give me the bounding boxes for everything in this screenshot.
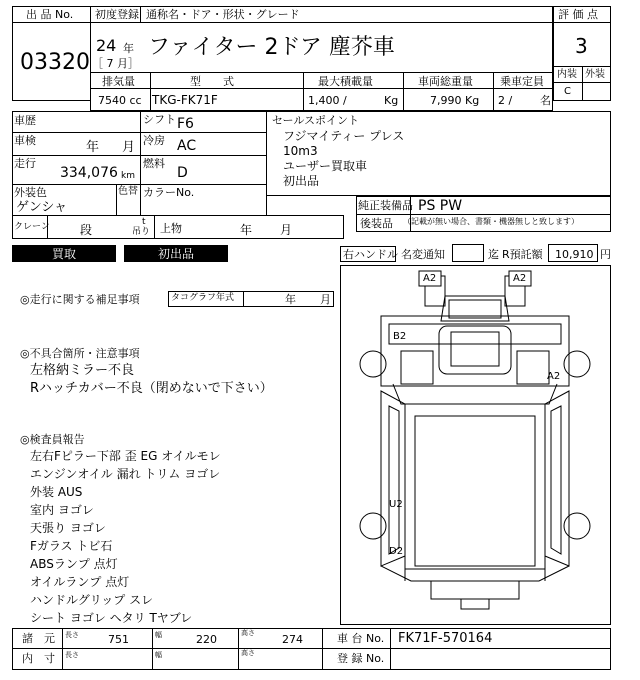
- inspector-8: オイルランプ 点灯: [30, 575, 130, 589]
- year-unit: 年: [123, 42, 134, 55]
- footer-dims: [12, 628, 611, 670]
- color-value: ゲンシャ: [16, 200, 68, 215]
- inspector-7: ABSランプ 点灯: [30, 557, 118, 571]
- mark-u2: U2: [389, 499, 403, 510]
- defect-title: ◎不具合箇所・注意事項: [20, 347, 140, 360]
- length-label: 長さ: [65, 631, 79, 639]
- mileage-label: 走行: [14, 157, 36, 170]
- tacho-year: 年: [285, 293, 296, 306]
- r-reading-value: 10,910: [555, 248, 594, 261]
- mark-b2: B2: [393, 331, 407, 342]
- inspector-title: ◎検査員報告: [20, 433, 85, 446]
- mark-a2-left-mirror: A2: [423, 273, 437, 284]
- color-no-label: 色替: [118, 186, 138, 197]
- ac-value: AC: [177, 138, 197, 154]
- exterior-label: 外装: [585, 69, 605, 80]
- inspector-6: Fガラス トビ石: [30, 539, 113, 553]
- inspector-5: 天張り ヨゴレ: [30, 521, 106, 535]
- fuel-value: D: [177, 165, 188, 181]
- capacity-value: 2 /: [498, 94, 513, 107]
- inspection-month: 月: [122, 140, 136, 155]
- lot-number: 03320: [20, 50, 90, 75]
- displacement-label: 排気量: [102, 75, 135, 88]
- inspector-1: 左右Fピラー下部 歪 EG オイルモレ: [30, 449, 221, 463]
- inspector-2: エンジンオイル 漏れ トリム ヨゴレ: [30, 467, 221, 481]
- crane-label: クレーン: [14, 222, 50, 232]
- rhd-label: 右ハンドル: [343, 248, 398, 261]
- interior-grade: C: [564, 86, 571, 97]
- tacho-label: タコグラフ年式: [171, 293, 235, 303]
- upper-label: 上物: [160, 222, 182, 235]
- name-change-box: [452, 244, 484, 262]
- inspection-label: 車検: [14, 134, 36, 147]
- mileage-value: 334,076: [60, 165, 118, 181]
- aftermarket-label: 後装品: [360, 217, 393, 230]
- length-value: 751: [108, 633, 129, 646]
- purchase-badge: 買取: [12, 245, 116, 262]
- mileage-unit: km: [121, 171, 135, 181]
- mark-a2-right-side: A2: [547, 371, 561, 382]
- driving-notes-title: ◎走行に関する補足事項: [20, 293, 140, 306]
- rating-value: 3: [575, 34, 588, 58]
- dims-label: 諸 元: [22, 632, 55, 645]
- inner-height-label: 高さ: [241, 649, 255, 657]
- equip-label: 純正装備品: [358, 199, 413, 212]
- sales-label: セールスポイント: [272, 114, 360, 127]
- mark-d2: D2: [389, 546, 404, 557]
- model-value: TKG-FK71F: [152, 93, 218, 107]
- reg-label: 登 録 No.: [337, 652, 385, 665]
- max-load-unit: Kg: [384, 94, 399, 107]
- mark-a2-right-mirror: A2: [513, 273, 527, 284]
- chassis-label: 車 台 No.: [337, 632, 385, 645]
- equip-value: PS PW: [418, 198, 463, 214]
- inspector-3: 外装 AUS: [30, 485, 83, 499]
- crane-tsuri: 吊り: [132, 227, 151, 237]
- truck-diagram: [340, 265, 611, 625]
- defect-1: 左格納ミラー不良: [30, 363, 135, 378]
- inner-length-label: 長さ: [65, 651, 79, 659]
- inspection-year: 年: [86, 140, 100, 155]
- tacho-month: 月: [320, 293, 331, 306]
- inner-width-label: 幅: [155, 651, 162, 659]
- history-label: 車歴: [14, 114, 36, 127]
- crane-dan: 段: [80, 223, 93, 237]
- sales-line-3: ユーザー買取車: [283, 159, 368, 173]
- inspector-9: ハンドルグリップ スレ: [30, 593, 154, 607]
- name-change-label: 名変通知: [401, 248, 445, 261]
- capacity-label: 乗車定員: [500, 75, 544, 88]
- height-label: 高さ: [241, 629, 255, 637]
- upper-year: 年: [240, 223, 253, 237]
- color-label: 外装色: [14, 186, 47, 199]
- r-reading-unit: 円: [600, 248, 611, 261]
- max-load-label: 最大積載量: [318, 75, 373, 88]
- sales-line-2: 10m3: [283, 144, 318, 158]
- model-label: 型 式: [190, 75, 234, 88]
- ac-label: 冷房: [143, 134, 165, 147]
- sales-line-1: フジマイティー プレス: [283, 129, 405, 143]
- lot-label: 出 品 No.: [26, 8, 74, 21]
- aftermarket-note: （記載が無い場合、書類・機器無しと致します）: [403, 217, 579, 226]
- r-reading-label: R預託額: [502, 248, 543, 261]
- shift-label: シフト: [143, 113, 176, 126]
- month-value: ［ 7 月］: [92, 57, 139, 70]
- name-label: 通称名・ドア・形状・グレード: [146, 8, 300, 21]
- height-value: 274: [282, 633, 303, 646]
- deadline-label: 迄: [488, 248, 499, 261]
- inspector-4: 室内 ヨゴレ: [30, 503, 94, 517]
- interior-label: 内装: [557, 69, 577, 80]
- inspector-10: シート ヨゴレ ヘタリ Tヤブレ: [30, 611, 193, 625]
- year-value: 24: [96, 36, 117, 55]
- first-reg-label: 初度登録: [95, 8, 139, 21]
- crane-t: t: [142, 217, 146, 227]
- displacement-value: 7540 cc: [98, 94, 142, 107]
- capacity-unit: 名: [540, 94, 551, 107]
- first-listing-badge: 初出品: [124, 245, 228, 262]
- inner-label: 内 寸: [22, 652, 55, 665]
- defect-2: Rハッチカバー不良（閉めないで下さい）: [30, 381, 273, 396]
- gross-weight-value: 7,990 Kg: [430, 94, 480, 107]
- truck-outline: [341, 266, 610, 624]
- fuel-label: 燃料: [143, 157, 165, 170]
- chassis-value: FK71F-570164: [398, 631, 493, 646]
- max-load-value: 1,400 /: [308, 94, 347, 107]
- car-title: ファイター 2ドア 塵芥車: [148, 35, 395, 60]
- rating-label: 評 価 点: [558, 8, 598, 21]
- sales-line-4: 初出品: [283, 174, 320, 188]
- upper-month: 月: [280, 223, 293, 237]
- width-value: 220: [196, 633, 217, 646]
- gross-weight-label: 車両総重量: [418, 75, 473, 88]
- width-label: 幅: [155, 631, 162, 639]
- color-no2-label: カラーNo.: [143, 186, 195, 199]
- shift-value: F6: [177, 116, 194, 132]
